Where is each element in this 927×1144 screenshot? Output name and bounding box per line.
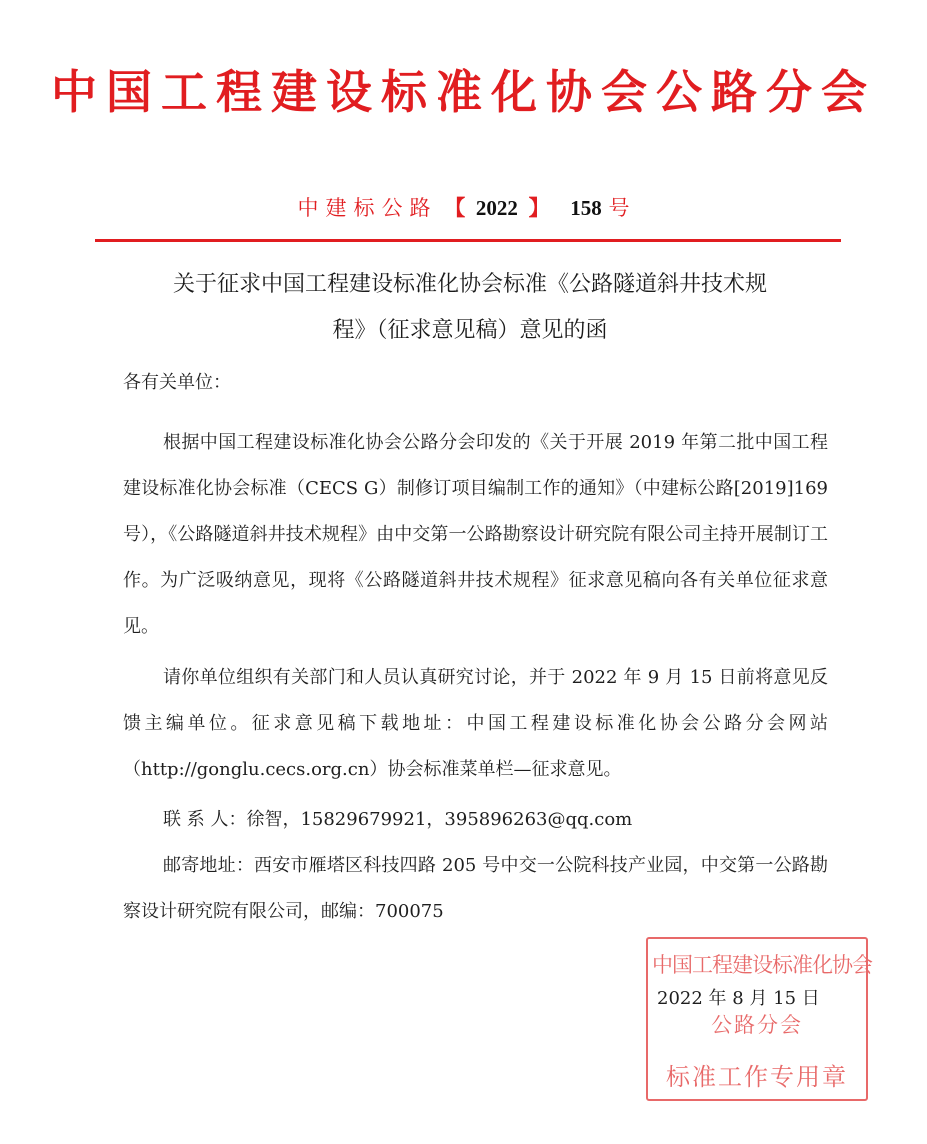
org-title: 中国工程建设标准化协会公路分会	[51, 65, 876, 119]
header-divider	[95, 239, 841, 242]
seal-line-3: 标准工作专用章	[666, 1063, 848, 1091]
bracket-close: 】	[528, 195, 550, 220]
document-number	[0, 193, 927, 223]
doc-prefix: 中建标公路	[297, 196, 438, 220]
doc-year: 2022	[475, 196, 518, 220]
seal-line-1: 中国工程建设标准化协会	[652, 953, 872, 977]
subject-line-1: 关于征求中国工程建设标准化协会标准《公路隧道斜井技术规	[172, 272, 767, 297]
subject-title	[120, 262, 820, 354]
bracket-open: 【	[444, 195, 466, 220]
paragraph-request: 请你单位组织有关部门和人员认真研究讨论，并于 2022 年 9 月 15 日前将意见反馈主编单位。征求意见稿下载地址：中国工程建设标准化协会公路分会网站（http://gonglu.cecs.org.cn）协会标准菜单栏—征求意见。	[123, 667, 828, 780]
seal-line-2: 公路分会	[711, 1013, 803, 1037]
contact-line: 联 系 人：徐智，15829679921，395896263@qq.com	[163, 809, 633, 830]
official-seal	[646, 937, 872, 1101]
doc-suffix: 号	[608, 196, 630, 220]
mailing-address: 邮寄地址：西安市雁塔区科技四路 205 号中交一公院科技产业园，中交第一公路勘察设计研究院有限公司，邮编：700075	[123, 855, 828, 922]
paragraph-background: 根据中国工程建设标准化协会公路分会印发的《关于开展 2019 年第二批中国工程建设标准化协会标准（CECS G）制修订项目编制工作的通知》（中建标公路[2019]169 号），《公路隧道斜井技术规程》由中交第一公路勘察设计研究院有限公司主持开展制订工作。为广泛吸纳意见，现将《公路隧道斜井技术规程》征求意见稿向各有关单位征求意见。	[123, 432, 828, 637]
subject-line-2: 程》（征求意见稿）意见的函	[332, 318, 608, 343]
salutation: 各有关单位：	[123, 372, 231, 393]
issue-date: 2022 年 8 月 15 日	[657, 988, 820, 1009]
doc-num: 158	[570, 196, 602, 220]
